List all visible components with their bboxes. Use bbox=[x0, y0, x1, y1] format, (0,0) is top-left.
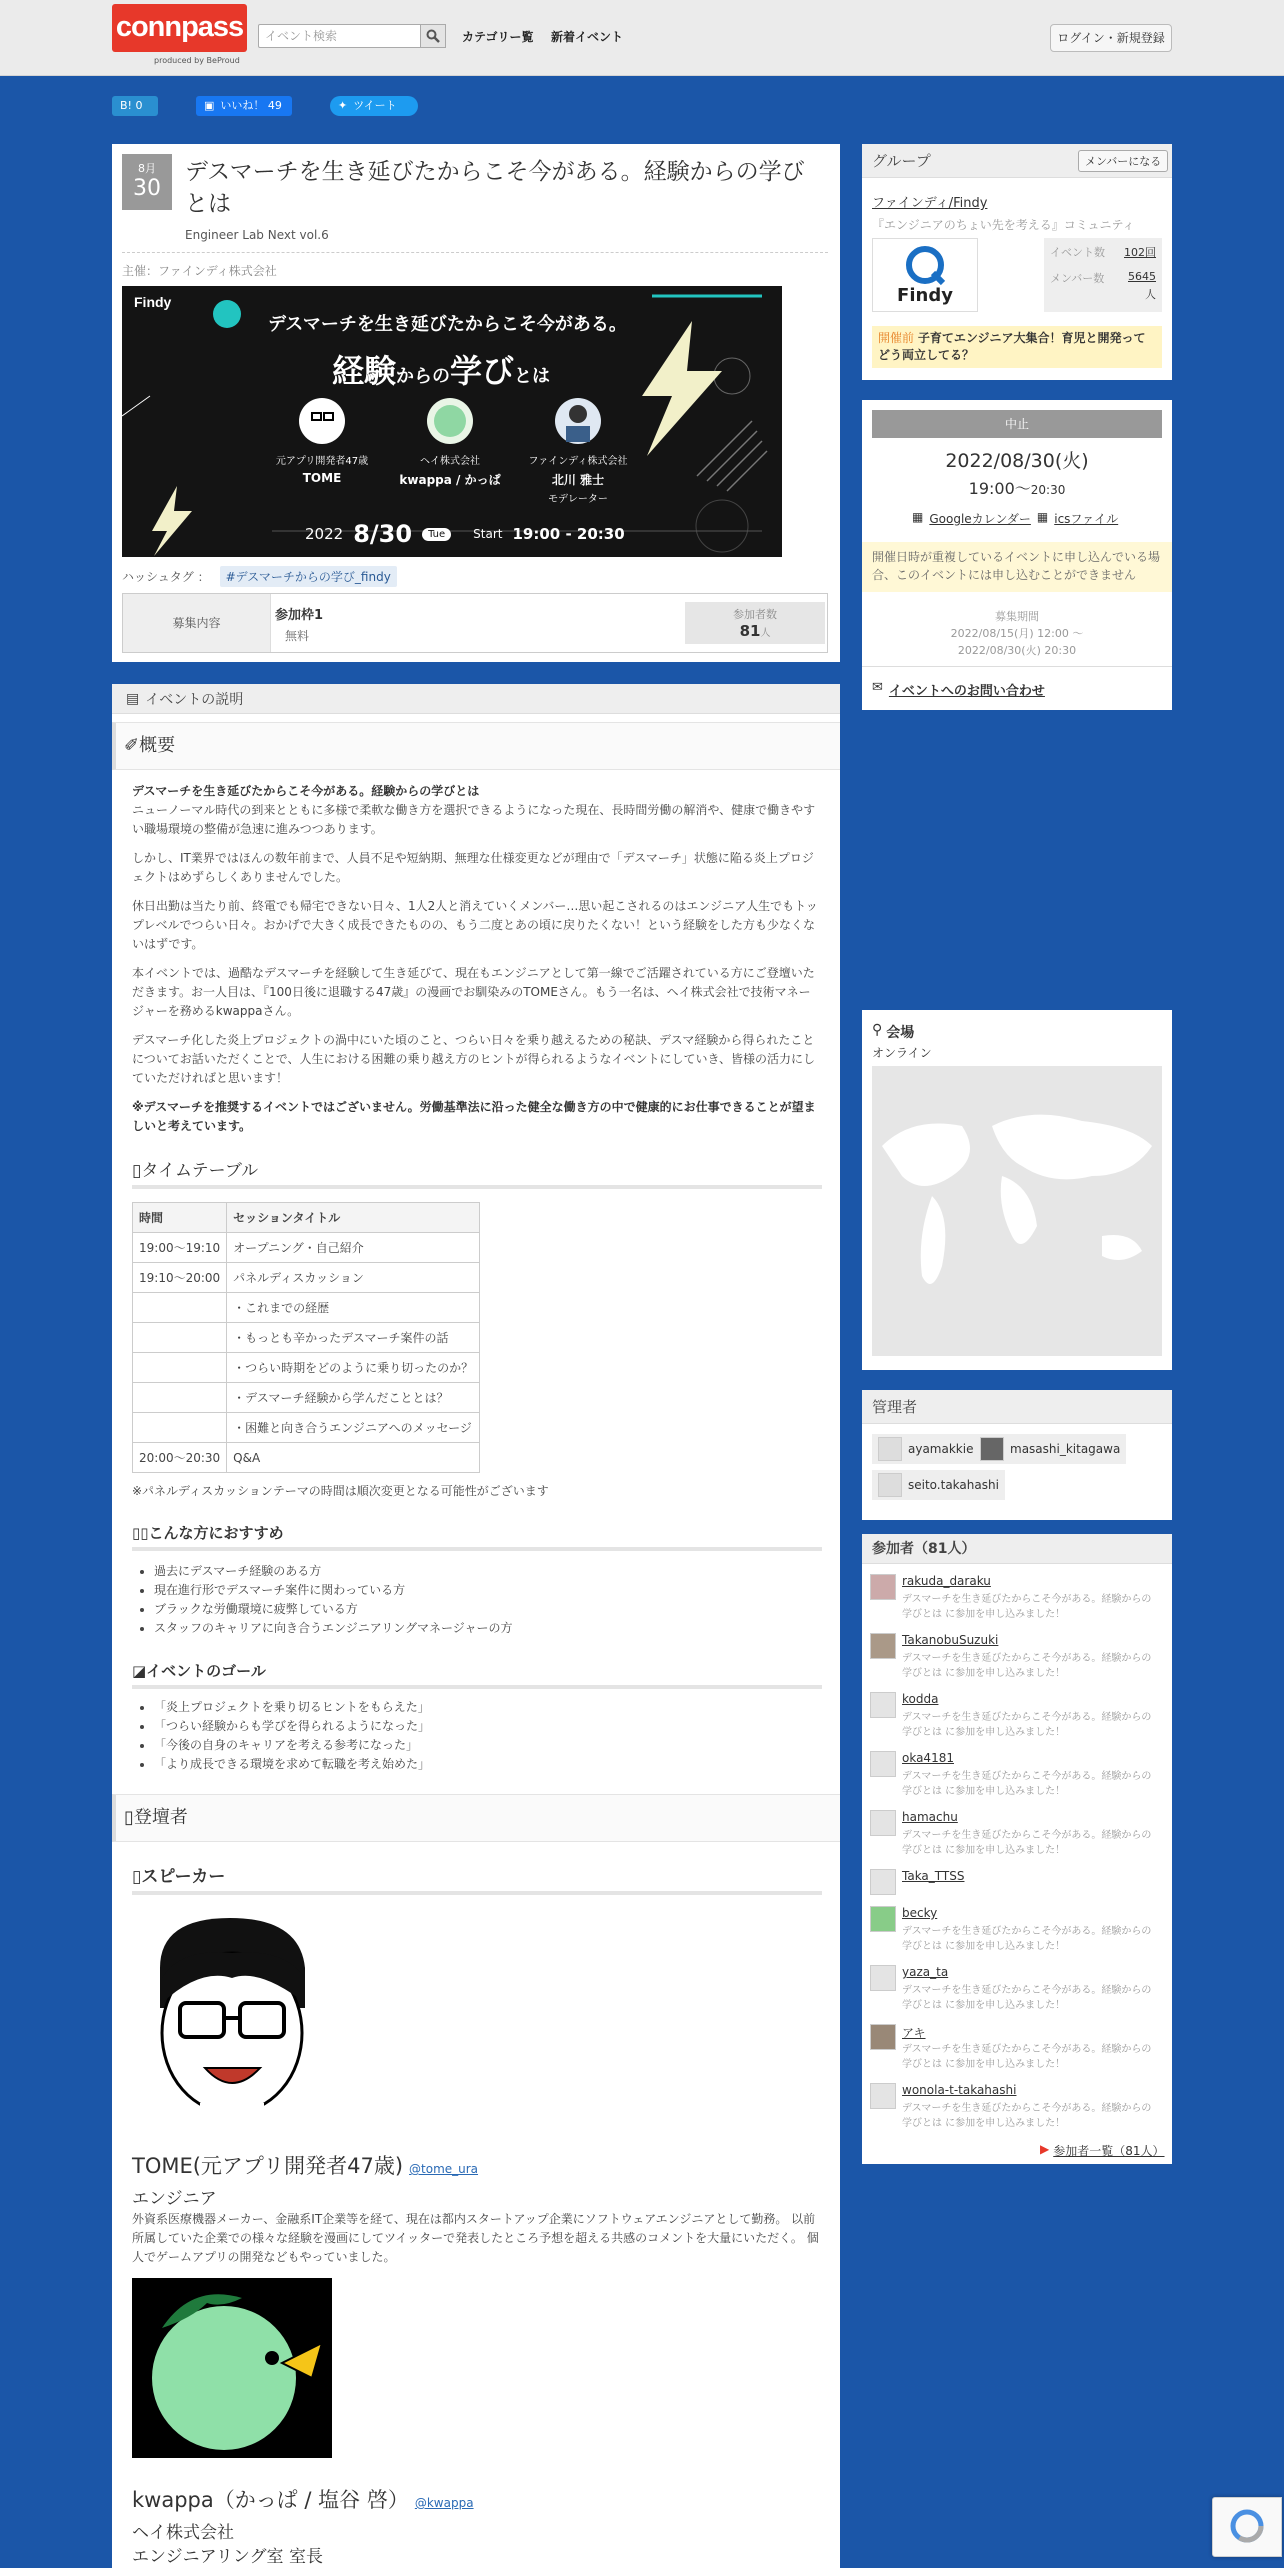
speaker-tome-name: TOME(元アプリ開発者47歳) bbox=[132, 2154, 404, 2178]
speaker-tome-twitter-link[interactable]: @tome_ura bbox=[409, 2162, 479, 2176]
group-header: グループ bbox=[862, 144, 1172, 178]
description-header: ▤ イベントの説明 bbox=[112, 684, 840, 714]
goal-heading: ◪イベントのゴール bbox=[132, 1660, 822, 1689]
avatar bbox=[870, 1574, 896, 1600]
calendar-icon: ▦ bbox=[912, 510, 924, 524]
table-row: ・デスマーチ経験から学んだこととは？ bbox=[133, 1383, 480, 1413]
map-pin-icon: ⚲ bbox=[872, 1022, 883, 1038]
hashtag-row: ハッシュタグ ： #デスマーチからの学び_findy bbox=[122, 566, 397, 587]
hashtag-link[interactable]: #デスマーチからの学び_findy bbox=[220, 566, 397, 587]
hatena-bookmark-button[interactable]: B! 0 bbox=[112, 96, 158, 116]
overlap-warning: 開催日時が重複しているイベントに申し込んでいる場合、このイベントには申し込むことができません bbox=[862, 542, 1172, 592]
login-button[interactable]: ログイン・新規登録 bbox=[1050, 24, 1172, 52]
speaker-kwappa-company: ヘイ株式会社 bbox=[132, 2523, 234, 2543]
participant-item[interactable]: アキ デスマーチを生き延びたからこそ今がある。経験からの学びとは に参加を申し込みました！ bbox=[870, 2024, 1162, 2082]
participant-item[interactable]: kodda デスマーチを生き延びたからこそ今がある。経験からの学びとは に参加を申し込みました！ bbox=[870, 1692, 1162, 1750]
speaker-kwappa-avatar bbox=[132, 2278, 332, 2458]
connpass-logo[interactable]: connpass produced by BeProud bbox=[112, 4, 247, 68]
recaptcha-badge[interactable] bbox=[1212, 2497, 1282, 2557]
group-name-link[interactable]: ファインディ/Findy bbox=[872, 196, 988, 211]
list-icon: ▤ bbox=[126, 690, 140, 707]
description-body: デスマーチを生き延びたからこそ今がある。経験からの学びとは ニューノーマル時代の到来とともに多様で柔軟な働き方を選択できるようになった現在、長時間労働の解消や、健康で働きやすい職場環境の整備が急速に進みつつあります。 しかし、IT業界ではほんの数年前まで、人員不足や短納期、無理な仕様変更などが理由で「デスマーチ」状態に陥る炎上プロジェクトはめずらしくありませんでした。 休日出勤は当たり前、終電でも帰宅できない日々、1人2人と消えていくメンバー…思い起こされるのはエンジニア人生でもトップレベルでつらい日々。おかげで大きく成長できたものの、もう二度とあの頃に戻りたくない！という経験をした方も少なくないはずです。 本イベントでは、過酷なデスマーチを経験して生き延びて、現在もエンジニアとして第一線でご活躍されている方にご登壇いただきます。お一人目は、『100日後に退職する47歳』の漫画でお馴染みのTOMEさん。もう一名は、ヘイ株式会社で技術マネージャーを務めるkwappaさん。 デスマーチ化した炎上プロジェクトの渦中にいた頃のこと、つらい日々を乗り越えるための秘訣、デスマ経験から得られたことについてお話いただくことで、人生における困難の乗り越え方のヒントが得られるようなイベントにしていき、皆様の活力にしていただければと思います！ ※デスマーチを推奨するイベントではございません。労働基準法に沿った健全な働き方の中で健康的にお仕事できることが望ましいと考えています。 bbox=[132, 784, 818, 1133]
avatar bbox=[878, 1437, 902, 1461]
timetable-heading: ▯タイムテーブル bbox=[132, 1156, 822, 1189]
world-map-icon bbox=[872, 1066, 1162, 1356]
search-icon bbox=[426, 29, 440, 43]
speaker-kwappa-name: kwappa（かっぱ / 塩谷 啓） bbox=[132, 2488, 409, 2512]
avatar bbox=[878, 1473, 902, 1497]
recaptcha-icon bbox=[1227, 2506, 1267, 2546]
table-row: ・困難と向き合うエンジニアへのメッセージ bbox=[133, 1413, 480, 1443]
group-stats: イベント数 102回 メンバー数 5645 人 bbox=[1044, 238, 1162, 312]
contact-link[interactable]: イベントへのお問い合わせ bbox=[888, 684, 1045, 699]
speaker-tome-bio: 外資系医療機器メーカー、金融系IT企業等を経て、現在は都内スタートアップ企業にソフトウェアエンジニアとして勤務。 以前所属していた企業での様々な経験を漫画にしてツイッターで発表したところ予想を超える共感のコメントを大量にいただく。 個人でゲームアプリの開発などもやっていました。 bbox=[132, 2212, 819, 2264]
event-subtitle: Engineer Lab Next vol.6 bbox=[185, 228, 329, 242]
speaker-tome-title: エンジニア bbox=[132, 2189, 217, 2209]
event-date: 2022/08/30(火) bbox=[945, 450, 1089, 472]
nav-new-events[interactable]: 新着イベント bbox=[551, 30, 624, 44]
admin-masashi-kitagawa[interactable]: masashi_kitagawa bbox=[974, 1434, 1126, 1464]
admin-ayamakkie[interactable]: ayamakkie bbox=[872, 1434, 979, 1464]
speaker-tome-avatar bbox=[140, 1908, 320, 2123]
avatar bbox=[870, 1633, 896, 1659]
participant-item[interactable]: yaza_ta デスマーチを生き延びたからこそ今がある。経験からの学びとは に参加を申し込みました！ bbox=[870, 1965, 1162, 2023]
timetable: 時間 セッションタイトル 19:00～19:10 オープニング・自己紹介 19:10～20:00 パネルディスカッション ・これまでの経歴 ・もっとも辛かったデスマーチ案件の話 ・つらい時期をどのように乗り切ったのか？ ・デスマーチ経験から学んだこととは？ ・困難と向き合うエンジニアへのメッセージ 20:00～20:30 Q&A bbox=[132, 1202, 480, 1473]
ics-file-link[interactable]: icsファイル bbox=[1054, 512, 1119, 526]
speaker-kwappa-twitter-link[interactable]: @kwappa bbox=[414, 2496, 474, 2510]
participant-item[interactable]: TakanobuSuzuki デスマーチを生き延びたからこそ今がある。経験からの学びとは に参加を申し込みました！ bbox=[870, 1633, 1162, 1691]
avatar bbox=[870, 1751, 896, 1777]
participant-item[interactable]: rakuda_daraku デスマーチを生き延びたからこそ今がある。経験からの学びとは に参加を申し込みました！ bbox=[870, 1574, 1162, 1632]
timetable-note: ※パネルディスカッションテーマの時間は順次変更となる可能性がございます bbox=[132, 1484, 549, 1498]
group-members-link[interactable]: 5645 bbox=[1128, 270, 1156, 283]
event-banner-image: Findy デスマーチを生き延びたからこそ今がある。 経験からの学びとは 元アプリ開発者47歳 TOME ヘイ株式会社 kwappa / かっぱ ファインディ株式会社 北川 雅士 モデレーター 2022 8/30 Tue Start 19:00 - 20:30 bbox=[122, 286, 782, 557]
avatar bbox=[870, 1869, 896, 1895]
admins-header: 管理者 bbox=[862, 1390, 1172, 1424]
participants-list-link[interactable]: 参加者一覧（81人） bbox=[1053, 2144, 1165, 2158]
avatar bbox=[870, 2024, 896, 2050]
speaker-kwappa-title: エンジニアリング室 室長 bbox=[132, 2547, 323, 2567]
mail-icon: ✉ bbox=[872, 680, 883, 695]
table-row: ・つらい時期をどのように乗り切ったのか？ bbox=[133, 1353, 480, 1383]
participant-item[interactable]: becky デスマーチを生き延びたからこそ今がある。経験からの学びとは に参加を申し込みました！ bbox=[870, 1906, 1162, 1964]
participant-item[interactable]: wonola-t-takahashi デスマーチを生き延びたからこそ今がある。経験からの学びとは に参加を申し込みました！ bbox=[870, 2083, 1162, 2141]
participant-item[interactable]: Taka_TTSS bbox=[870, 1869, 1162, 1897]
avatar bbox=[870, 1810, 896, 1836]
participant-count: 参加者数 81人 bbox=[685, 602, 825, 644]
join-group-button[interactable]: メンバーになる bbox=[1078, 150, 1168, 172]
recommend-heading: ▯▯こんな方におすすめ bbox=[132, 1522, 822, 1551]
group-logo[interactable]: Findy bbox=[872, 238, 978, 312]
event-owner: 主催：ファインディ株式会社 bbox=[122, 264, 277, 278]
search-input[interactable]: イベント検索 bbox=[258, 24, 421, 48]
table-row: 19:00～19:10 オープニング・自己紹介 bbox=[133, 1233, 480, 1263]
event-date-badge: 8月 30 bbox=[122, 154, 172, 210]
avatar bbox=[980, 1437, 1004, 1461]
recommend-list: • 過去にデスマーチ経験のある方 • 現在進行形でデスマーチ案件に関わっている方 • ブラックな労働環境に疲弊している方 • スタッフのキャリアに向き合うエンジニアリングマネージャーの方 bbox=[154, 1562, 513, 1638]
speaker-subheading: ▯スピーカー bbox=[132, 1862, 822, 1895]
participants-header: 参加者（81人） bbox=[862, 1534, 1172, 1564]
table-row: 19:10～20:00 パネルディスカッション bbox=[133, 1263, 480, 1293]
avatar bbox=[870, 1692, 896, 1718]
tweet-button[interactable]: ✦ ツイート bbox=[330, 96, 418, 116]
cancelled-badge: 中止 bbox=[872, 410, 1162, 438]
table-row: 20:00～20:30 Q&A bbox=[133, 1443, 480, 1473]
table-row: ・これまでの経歴 bbox=[133, 1293, 480, 1323]
search-button[interactable] bbox=[420, 24, 446, 48]
participant-item[interactable]: oka4181 デスマーチを生き延びたからこそ今がある。経験からの学びとは に参加を申し込みました！ bbox=[870, 1751, 1162, 1809]
goal-list: • 「炎上プロジェクトを乗り切るヒントをもらえた」 • 「つらい経験からも学びを得られるようになった」 • 「今後の自身のキャリアを考える参考になった」 • 「より成長できる環境を求めて転職を考え始めた」 bbox=[154, 1698, 430, 1774]
nav-categories[interactable]: カテゴリー覧 bbox=[462, 30, 534, 44]
group-next-event[interactable]: 開催前 子育てエンジニア大集合！育児と開発ってどう両立してる？ bbox=[872, 326, 1162, 368]
arrow-icon: ▶ bbox=[1040, 2142, 1050, 2156]
overview-heading: ✐概要 bbox=[112, 722, 840, 770]
event-time: 19:00～20:30 bbox=[968, 479, 1066, 498]
venue-place: オンライン bbox=[872, 1046, 932, 1060]
avatar bbox=[870, 1965, 896, 1991]
recruit-box: 募集内容 参加枠1 無料 参加者数 81人 bbox=[122, 593, 828, 653]
avatar bbox=[870, 1906, 896, 1932]
table-row: ・もっとも辛かったデスマーチ案件の話 bbox=[133, 1323, 480, 1353]
google-calendar-link[interactable]: Googleカレンダー bbox=[929, 512, 1031, 526]
admin-seito-takahashi[interactable]: seito.takahashi bbox=[872, 1470, 1005, 1500]
group-catch: 『エンジニアのちょい先を考える』コミュニティ bbox=[872, 218, 1135, 232]
venue-map[interactable] bbox=[872, 1066, 1162, 1356]
site-header bbox=[0, 0, 1284, 76]
avatar bbox=[870, 2083, 896, 2109]
group-events-link[interactable]: 102回 bbox=[1124, 246, 1156, 259]
twitter-bird-icon: ✦ bbox=[338, 99, 348, 112]
thumbs-up-icon: ▣ bbox=[204, 99, 215, 112]
recruit-period: 募集期間 2022/08/15(月) 12:00 〜 2022/08/30(火) 20:30 bbox=[950, 610, 1084, 657]
speakers-heading: ▯登壇者 bbox=[112, 1794, 840, 1842]
participant-item[interactable]: hamachu デスマーチを生き延びたからこそ今がある。経験からの学びとは に参加を申し込みました！ bbox=[870, 1810, 1162, 1868]
facebook-like-button[interactable]: ▣ いいね！ 49 bbox=[196, 96, 292, 116]
calendar-add-icon: ▦ bbox=[1036, 510, 1049, 524]
event-title: デスマーチを生き延びたからこそ今がある。経験からの学びとは bbox=[185, 159, 805, 217]
